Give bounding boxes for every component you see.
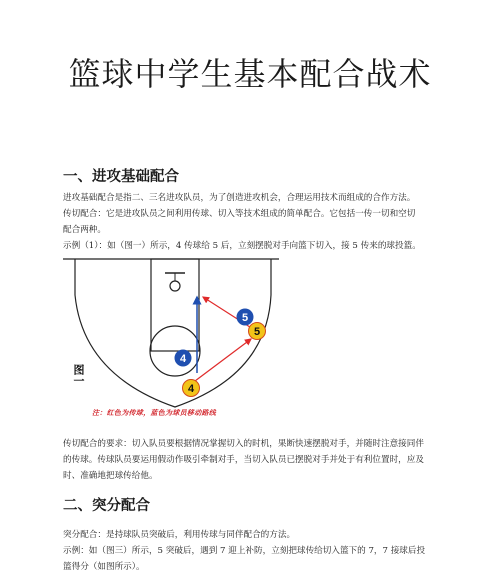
paragraph-requirements-1: 传切配合的要求：切入队员要根据情况掌握切入的时机，果断快速摆脱对手，并随时注意接同伴 [63,439,424,449]
court-diagram [63,255,279,423]
section-heading-drive-dish: 二、突分配合 [63,497,150,514]
paragraph-example-3b: 篮得分（如图所示）。 [63,562,145,572]
paragraph-pass-cut-2: 配合两种。 [63,225,106,235]
paragraph-example-3: 示例：如（图三）所示，5 突破后，遇到 7 迎上补防，立刻把球传给切入篮下的 7，7 接球后投 [63,546,426,556]
svg-text:4: 4 [187,383,195,395]
figure-note: 注：红色为传球，蓝色为球员移动路线 [92,409,217,417]
page-title: 篮球中学生基本配合战术 [68,55,432,93]
paragraph-requirements-3: 时、准确地把球传给他。 [63,471,158,481]
pass-4-to-5 [195,339,251,381]
svg-text:5: 5 [253,326,261,338]
svg-text:5: 5 [241,312,249,324]
figure-label: 图一 [72,364,85,386]
rim [170,281,180,291]
player-4-yellow [183,380,200,397]
paragraph-pass-cut-1: 传切配合：它是进攻队员之间利用传球、切入等技术组成的简单配合。它包括一传一切和空切 [63,209,416,219]
section-heading-offense: 一、进攻基础配合 [63,168,179,185]
player-4-blue [175,350,192,367]
player-5-yellow [249,323,266,340]
paragraph-drive-dish: 突分配合：是持球队员突破后，利用传球与同伴配合的方法。 [63,530,296,540]
paragraph-example-1: 示例（1）：如（图一）所示，4 传球给 5 后，立刻摆脱对手向篮下切入，接 5 传来的球投篮。 [63,241,421,251]
player-5-blue [237,309,254,326]
svg-text:4: 4 [179,353,187,365]
paragraph-intro: 进攻基础配合是指二、三名进攻队员，为了创造进攻机会，合理运用技术而组成的合作方法。 [63,193,416,203]
paragraph-requirements-2: 的传球。传球队员要运用假动作吸引牵制对手，当切入队员已摆脱对手并处于有利位置时，应及 [63,455,424,465]
